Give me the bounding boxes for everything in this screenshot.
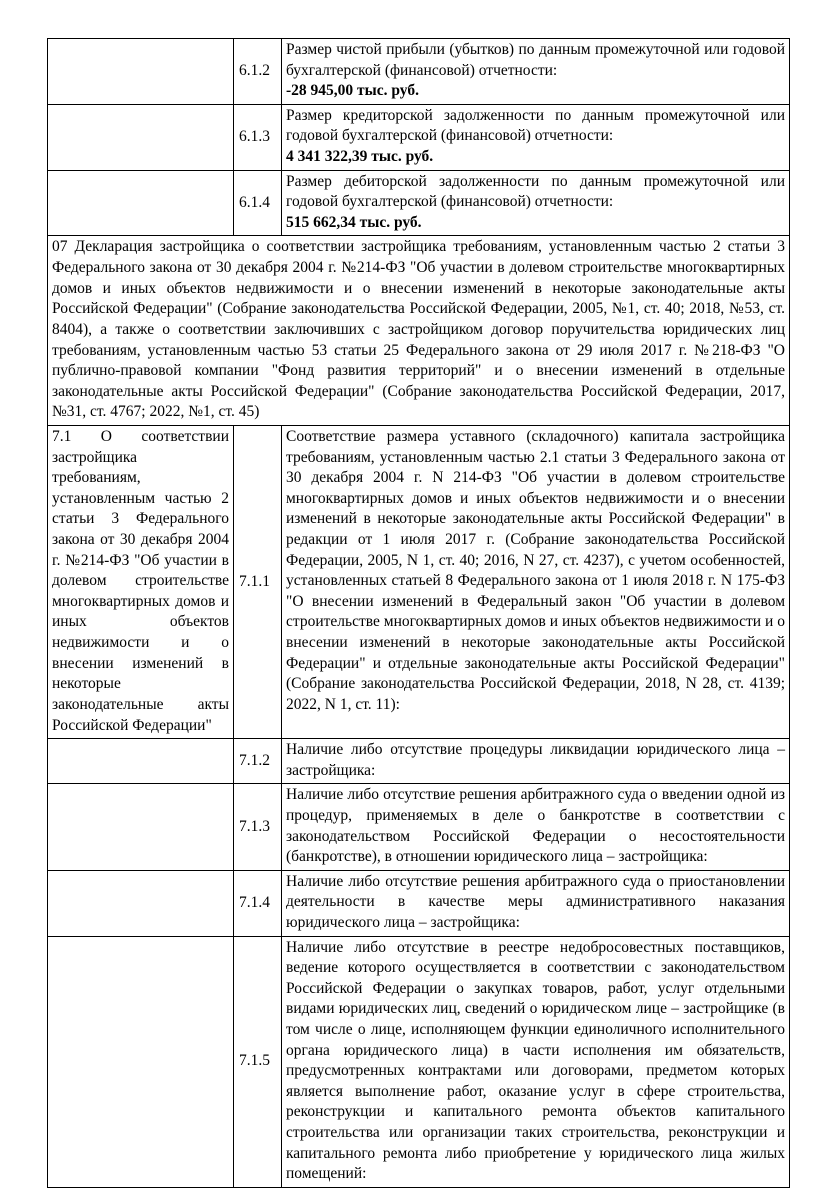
row-value: 4 341 322,39 тыс. руб. — [286, 148, 434, 166]
section-07-header: 07 Декларация застройщика о соответствии застройщика требованиям, установленным частью 2 статьи 3 Федерального закона от 30 декабря 2004 г. №214-ФЗ "Об участии в долевом строительстве многоквартирных домов и иных объектов недвижимости и о внесении изменений в некоторые законодательные акты Российской Федерации" (Собрание законодательства Российской Федерации, 2005, №1, ст. 40; 2018, №53, ст. 8404), а также о соответствии заключивших с застройщиком договор поручительства юридических лиц требованиям, установленным частью 53 статьи 25 Федерального закона от 29 июля 2017 г. №218-ФЗ "О публично-правовой компании "Фонд развития территорий" и о внесении изменений в отдельные законодательные акты Российской Федерации" (Собрание законодательства Российской Федерации, 2017, №31, ст. 4767; 2022, №1, ст. 45) — [48, 236, 790, 425]
row-number: 6.1.2 — [234, 39, 282, 105]
section-header-row — [48, 236, 790, 425]
row-number: 7.1.4 — [234, 870, 282, 936]
table-row — [48, 170, 790, 236]
row-text-cell: Наличие либо отсутствие в реестре недобросовестных поставщиков, ведение которого осуществляется в соответствии с законодательством Российской Федерации о закупках товаров, работ, услуг отдельными видами юридических лиц, сведений о юридическом лице – застройщике (в том числе о лице, исполняющем функции единоличного исполнительного органа юридического лица) в части исполнения им обязательств, предусмотренных контрактами или договорами, предметом которых является выполнение работ, оказание услуг в сфере строительства, реконструкции и капитального ремонта объектов капитального строительства или организации таких строительства, реконструкции и капитального ремонта либо приобретение у юридического лица жилых помещений: — [282, 936, 790, 1187]
table-row — [48, 739, 790, 784]
row-number: 7.1.5 — [234, 936, 282, 1187]
table-row — [48, 104, 790, 170]
left-empty-cell — [48, 870, 234, 936]
row-text-cell: Соответствие размера уставного (складочного) капитала застройщика требованиям, установленным частью 2.1 статьи 3 Федерального закона от 30 декабря 2004 г. N 214-ФЗ "Об участии в долевом строительстве многоквартирных домов и иных объектов недвижимости и о внесении изменений в некоторые законодательные акты Российской Федерации" в редакции от 1 июля 2017 г. (Собрание законодательства Российской Федерации, 2005, N 1, ст. 40; 2016, N 27, ст. 4237), с учетом особенностей, установленных статьей 8 Федерального закона от 1 июля 2018 г. N 175-ФЗ "О внесении изменений в Федеральный закон "Об участии в долевом строительстве многоквартирных домов и иных объектов недвижимости и о внесении изменений в некоторые законодательные акты Российской Федерации" и отдельные законодательные акты Российской Федерации" (Собрание законодательства Российской Федерации, 2018, N 28, ст. 4139; 2022, N 1, ст. 11): — [282, 425, 790, 738]
row-text-cell: Наличие либо отсутствие решения арбитражного суда о введении одной из процедур, применяемых в деле о банкротстве в соответствии с законодательством Российской Федерации о несостоятельности (банкротстве), в отношении юридического лица – застройщика: — [282, 784, 790, 870]
row-number: 7.1.2 — [234, 739, 282, 784]
row-number: 6.1.4 — [234, 170, 282, 236]
row-text-cell — [282, 104, 790, 170]
table-row — [48, 425, 790, 738]
row-text-cell — [282, 39, 790, 105]
row-text-cell: Наличие либо отсутствие процедуры ликвидации юридического лица – застройщика: — [282, 739, 790, 784]
row-text-cell — [282, 170, 790, 236]
row-value: -28 945,00 тыс. руб. — [286, 82, 419, 100]
row-71-left-cell: 7.1 О соответствии застройщика требованиям, установленным частью 2 статьи 3 Федерального закона от 30 декабря 2004 г. №214-ФЗ "Об участии в долевом строительстве многоквартирных домов и иных объектов недвижимости и о внесении изменений в некоторые законодательные акты Российской Федерации" — [48, 425, 234, 738]
row-number: 7.1.3 — [234, 784, 282, 870]
declaration-table — [47, 38, 790, 1188]
left-empty-cell — [48, 104, 234, 170]
row-number: 6.1.3 — [234, 104, 282, 170]
row-text-cell: Наличие либо отсутствие решения арбитражного суда о приостановлении деятельности в качестве меры административного наказания юридического лица – застройщика: — [282, 870, 790, 936]
table-row — [48, 870, 790, 936]
table-row — [48, 936, 790, 1187]
left-empty-cell — [48, 784, 234, 870]
row-number: 7.1.1 — [234, 425, 282, 738]
left-empty-cell — [48, 170, 234, 236]
left-empty-cell — [48, 739, 234, 784]
row-value: 515 662,34 тыс. руб. — [286, 213, 422, 231]
row-label: Размер кредиторской задолженности по данным промежуточной или годовой бухгалтерской (финансовой) отчетности: — [286, 106, 785, 145]
left-empty-cell — [48, 39, 234, 105]
row-label: Размер чистой прибыли (убытков) по данным промежуточной или годовой бухгалтерской (финансовой) отчетности: — [286, 41, 785, 79]
left-empty-cell — [48, 936, 234, 1187]
table-row — [48, 784, 790, 870]
row-label: Размер дебиторской задолженности по данным промежуточной или годовой бухгалтерской (финансовой) отчетности: — [286, 172, 785, 211]
table-row — [48, 39, 790, 105]
